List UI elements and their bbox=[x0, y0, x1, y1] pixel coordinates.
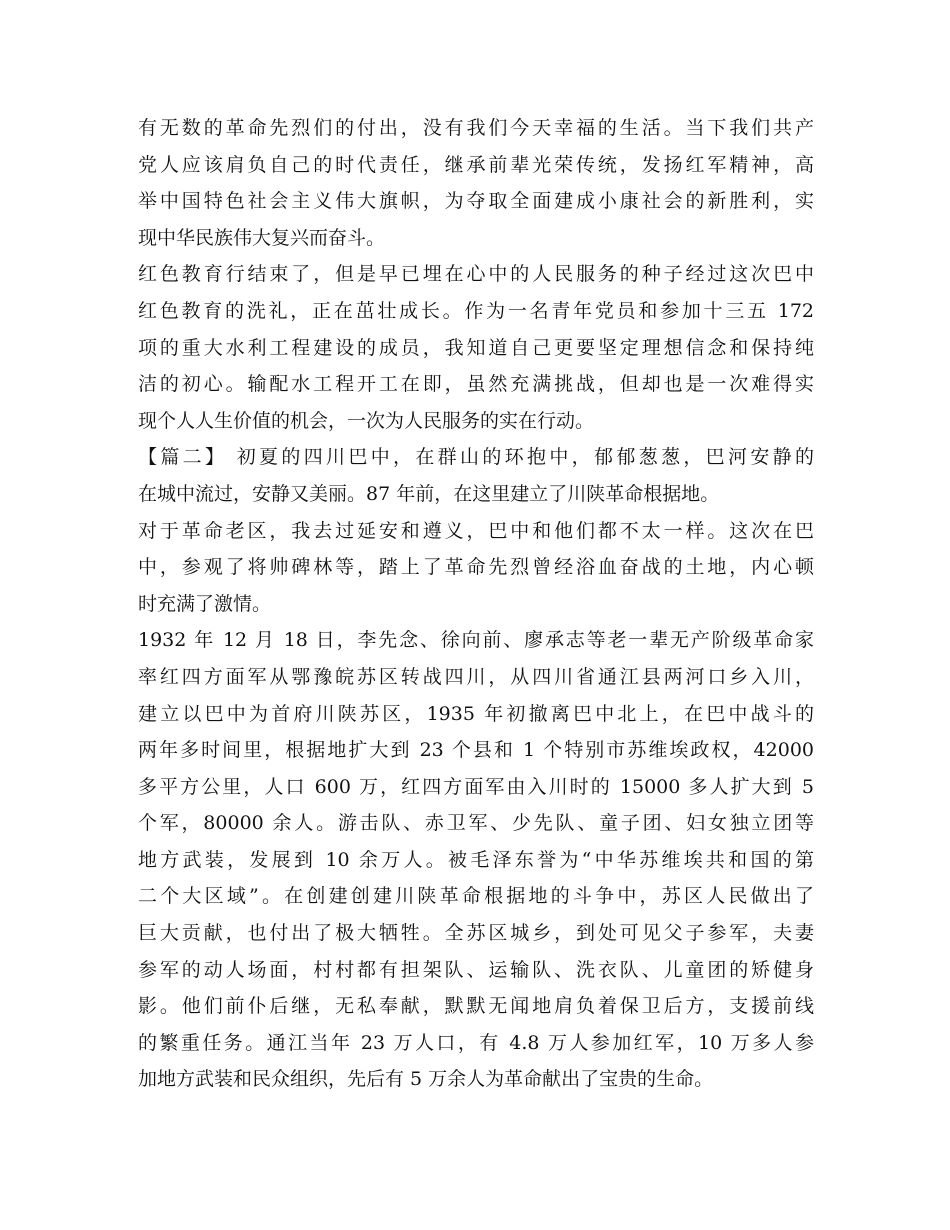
text-line: 率红四方面军从鄂豫皖苏区转战四川，从四川省通江县两河口乡入川， bbox=[138, 665, 814, 688]
text-line: 红色教育的洗礼，正在茁壮成长。作为一名青年党员和参加十三五 172 bbox=[138, 299, 814, 322]
text-line: 在城中流过，安静又美丽。87 年前，在这里建立了川陕革命根据地。 bbox=[138, 482, 720, 505]
text-line: 1932 年 12 月 18 日，李先念、徐向前、廖承志等老一辈无产阶级革命家 bbox=[138, 629, 814, 652]
text-line: 巨大贡献，也付出了极大牺牲。全苏区城乡，到处可见父子参军，夫妻 bbox=[138, 922, 814, 945]
text-line: 对于革命老区，我去过延安和遵义，巴中和他们都不太一样。这次在巴 bbox=[138, 519, 814, 542]
paragraph bbox=[138, 622, 814, 1098]
text-line: 现中华民族伟大复兴而奋斗。 bbox=[138, 226, 386, 249]
text-line: 多平方公里，人口 600 万，红四方面军由入川时的 15000 多人扩大到 5 bbox=[138, 775, 814, 798]
paragraph bbox=[138, 256, 814, 439]
text-line: 建立以巴中为首府川陕苏区，1935 年初撤离巴中北上，在巴中战斗的 bbox=[138, 702, 814, 725]
text-line: 中，参观了将帅碑林等，踏上了革命先烈曾经浴血奋战的土地，内心顿 bbox=[138, 556, 814, 579]
text-line: 项的重大水利工程建设的成员，我知道自己更要坚定理想信念和保持纯 bbox=[138, 336, 814, 359]
text-line: 加地方武装和民众组织，先后有 5 万余人为革命献出了宝贵的生命。 bbox=[138, 1068, 714, 1091]
text-line: 现个人人生价值的机会，一次为人民服务的实在行动。 bbox=[138, 409, 595, 432]
text-line: 的繁重任务。通江当年 23 万人口，有 4.8 万人参加红军，10 万多人参 bbox=[138, 1031, 814, 1054]
text-line: 举中国特色社会主义伟大旗帜，为夺取全面建成小康社会的新胜利，实 bbox=[138, 190, 814, 213]
text-line: 个军，80000 余人。游击队、赤卫军、少先队、童子团、妇女独立团等 bbox=[138, 812, 814, 835]
text-line: 时充满了激情。 bbox=[138, 592, 272, 615]
text-line: 有无数的革命先烈们的付出，没有我们今天幸福的生活。当下我们共产 bbox=[138, 117, 814, 139]
text-line: 红色教育行结束了，但是早已埋在心中的人民服务的种子经过这次巴中 bbox=[138, 263, 814, 286]
paragraph bbox=[138, 110, 814, 256]
text-line: 两年多时间里，根据地扩大到 23 个县和 1 个特别市苏维埃政权，42000 bbox=[138, 739, 814, 762]
text-line: 参军的动人场面，村村都有担架队、运输队、洗衣队、儿童团的矫健身 bbox=[138, 958, 814, 981]
text-line: 地方武装，发展到 10 余万人。被毛泽东誉为“中华苏维埃共和国的第 bbox=[138, 848, 814, 871]
text-line: 二个大区域”。在创建创建川陕革命根据地的斗争中，苏区人民做出了 bbox=[138, 885, 814, 908]
text-line: 洁的初心。输配水工程开工在即，虽然充满挑战，但却也是一次难得实 bbox=[138, 373, 814, 396]
text-line: 【篇二】 初夏的四川巴中，在群山的环抱中，郁郁葱葱，巴河安静的 bbox=[138, 446, 814, 469]
paragraph-section-heading bbox=[138, 439, 814, 512]
paragraph bbox=[138, 513, 814, 623]
text-line: 党人应该肩负自己的时代责任，继承前辈光荣传统，发扬红军精神，高 bbox=[138, 153, 814, 176]
document-body bbox=[138, 110, 814, 1098]
text-line: 影。他们前仆后继，无私奉献，默默无闻地肩负着保卫后方，支援前线 bbox=[138, 995, 814, 1018]
